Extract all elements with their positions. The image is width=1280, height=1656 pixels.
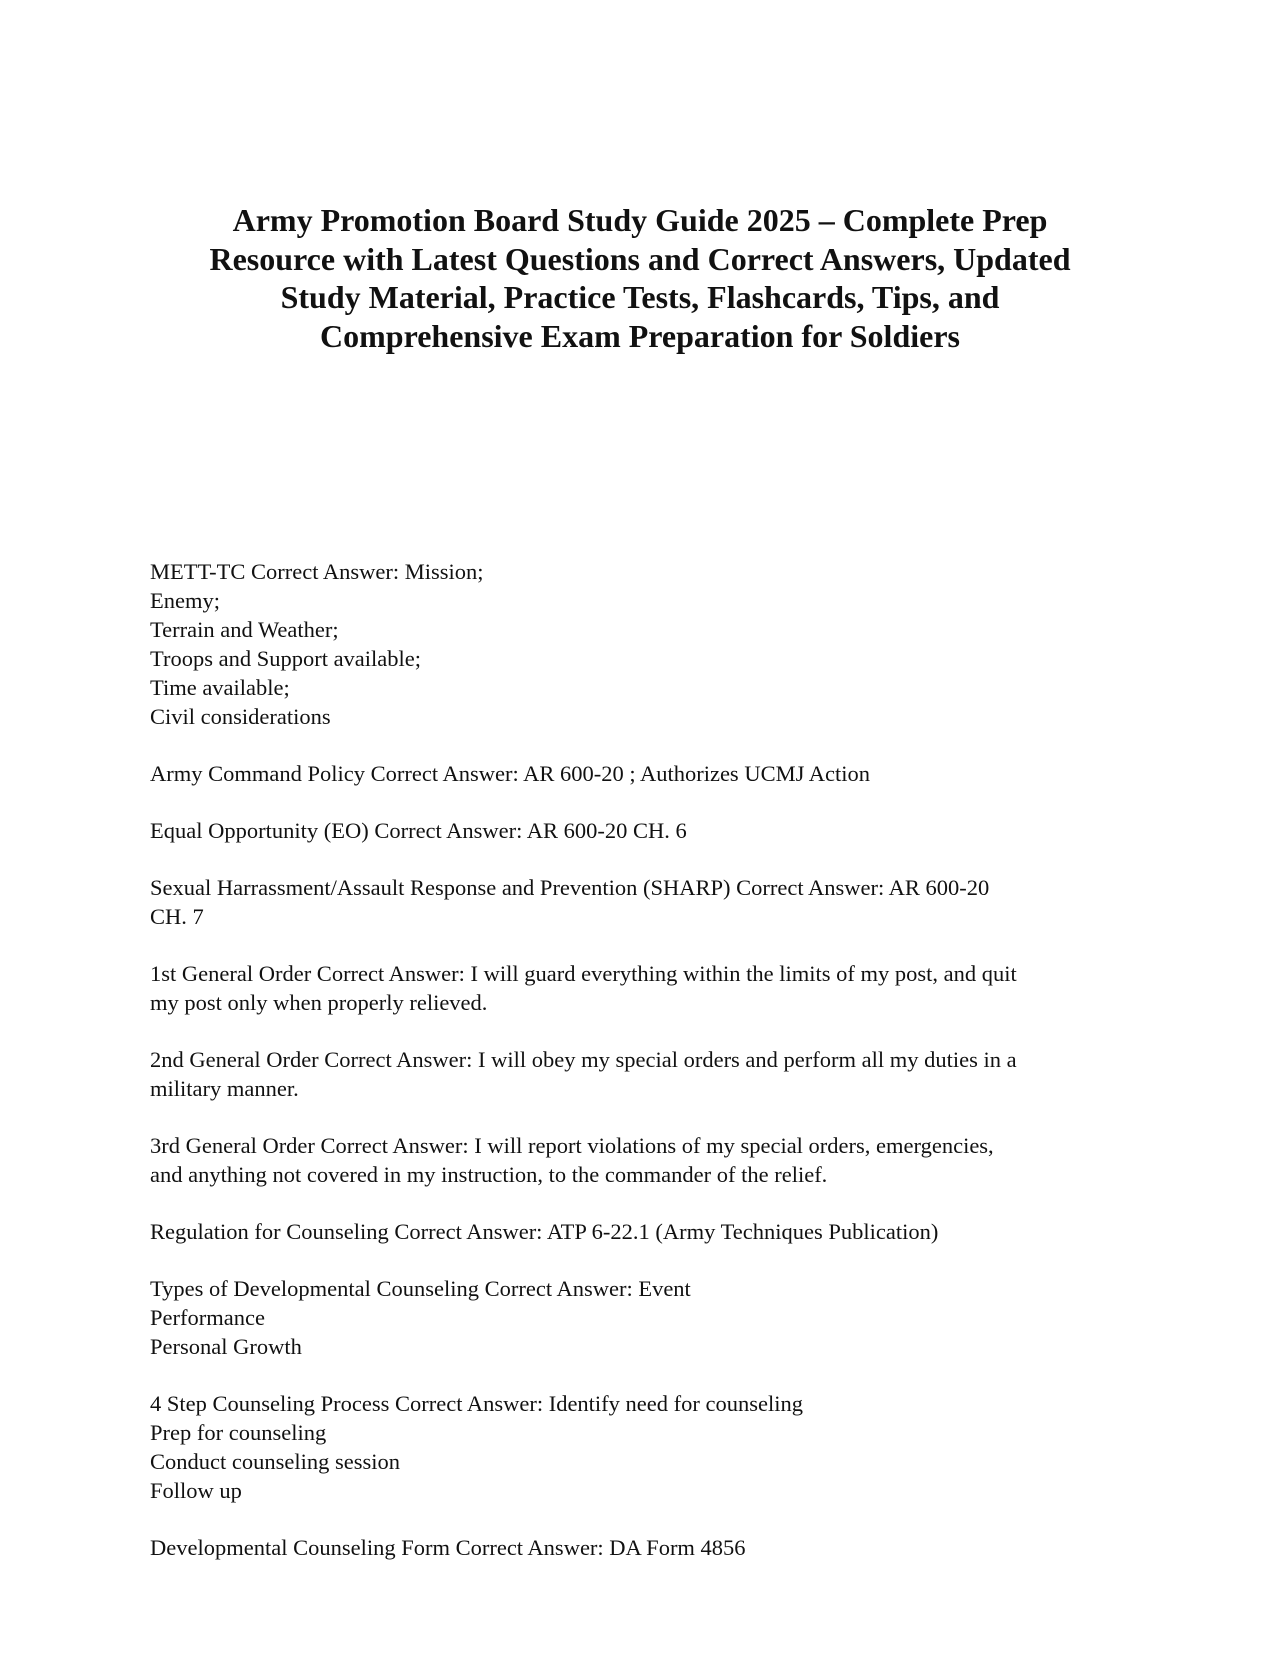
entry-equal-opportunity: [150, 816, 1130, 845]
entry-line: Follow up: [150, 1478, 242, 1503]
title-line: Study Material, Practice Tests, Flashcards, Tips, and: [280, 279, 1000, 315]
entry-third-general-order: [150, 1131, 1130, 1189]
entry-line: METT-TC Correct Answer: Mission;: [150, 559, 484, 584]
document-title: [150, 201, 1130, 355]
entry-sharp: [150, 873, 1130, 931]
entry-line: CH. 7: [150, 904, 204, 929]
entry-army-command-policy: [150, 759, 1130, 788]
entry-line: military manner.: [150, 1076, 299, 1101]
entry-counseling-form: [150, 1533, 1130, 1562]
entry-line: 2nd General Order Correct Answer: I will obey my special orders and perform all my duties in a: [150, 1047, 1017, 1072]
entry-first-general-order: [150, 959, 1130, 1017]
entry-line: Army Command Policy Correct Answer: AR 600-20 ; Authorizes UCMJ Action: [150, 761, 870, 786]
entry-line: Performance: [150, 1305, 265, 1330]
entry-line: Prep for counseling: [150, 1420, 327, 1445]
entry-mett-tc: [150, 557, 1130, 731]
entry-line: Personal Growth: [150, 1334, 302, 1359]
entry-line: Enemy;: [150, 588, 220, 613]
document-body: [150, 557, 1130, 1590]
entry-line: Regulation for Counseling Correct Answer: ATP 6-22.1 (Army Techniques Publication): [150, 1219, 939, 1244]
entry-line: and anything not covered in my instruction, to the commander of the relief.: [150, 1162, 828, 1187]
entry-line: Equal Opportunity (EO) Correct Answer: AR 600-20 CH. 6: [150, 818, 687, 843]
entry-line: Developmental Counseling Form Correct Answer: DA Form 4856: [150, 1535, 746, 1560]
entry-counseling-regulation: [150, 1217, 1130, 1246]
title-line: Comprehensive Exam Preparation for Soldiers: [320, 317, 960, 354]
entry-second-general-order: [150, 1045, 1130, 1103]
entry-line: 1st General Order Correct Answer: I will guard everything within the limits of my post, and quit: [150, 961, 1017, 986]
entry-line: Time available;: [150, 675, 290, 700]
entry-developmental-counseling-types: [150, 1274, 1130, 1361]
title-line: Army Promotion Board Study Guide 2025 – Complete Prep: [232, 202, 1048, 238]
entry-line: my post only when properly relieved.: [150, 990, 488, 1015]
entry-line: Sexual Harrassment/Assault Response and Prevention (SHARP) Correct Answer: AR 600-20: [150, 875, 990, 900]
entry-line: 3rd General Order Correct Answer: I will report violations of my special orders, emergencies,: [150, 1133, 994, 1158]
entry-line: Civil considerations: [150, 704, 331, 729]
entry-line: Troops and Support available;: [150, 646, 422, 671]
entry-counseling-process: [150, 1389, 1130, 1505]
entry-line: Types of Developmental Counseling Correct Answer: Event: [150, 1276, 691, 1301]
entry-line: 4 Step Counseling Process Correct Answer: Identify need for counseling: [150, 1391, 803, 1416]
entry-line: Terrain and Weather;: [150, 617, 339, 642]
title-line: Resource with Latest Questions and Correct Answers, Updated: [209, 240, 1071, 277]
entry-line: Conduct counseling session: [150, 1449, 400, 1474]
